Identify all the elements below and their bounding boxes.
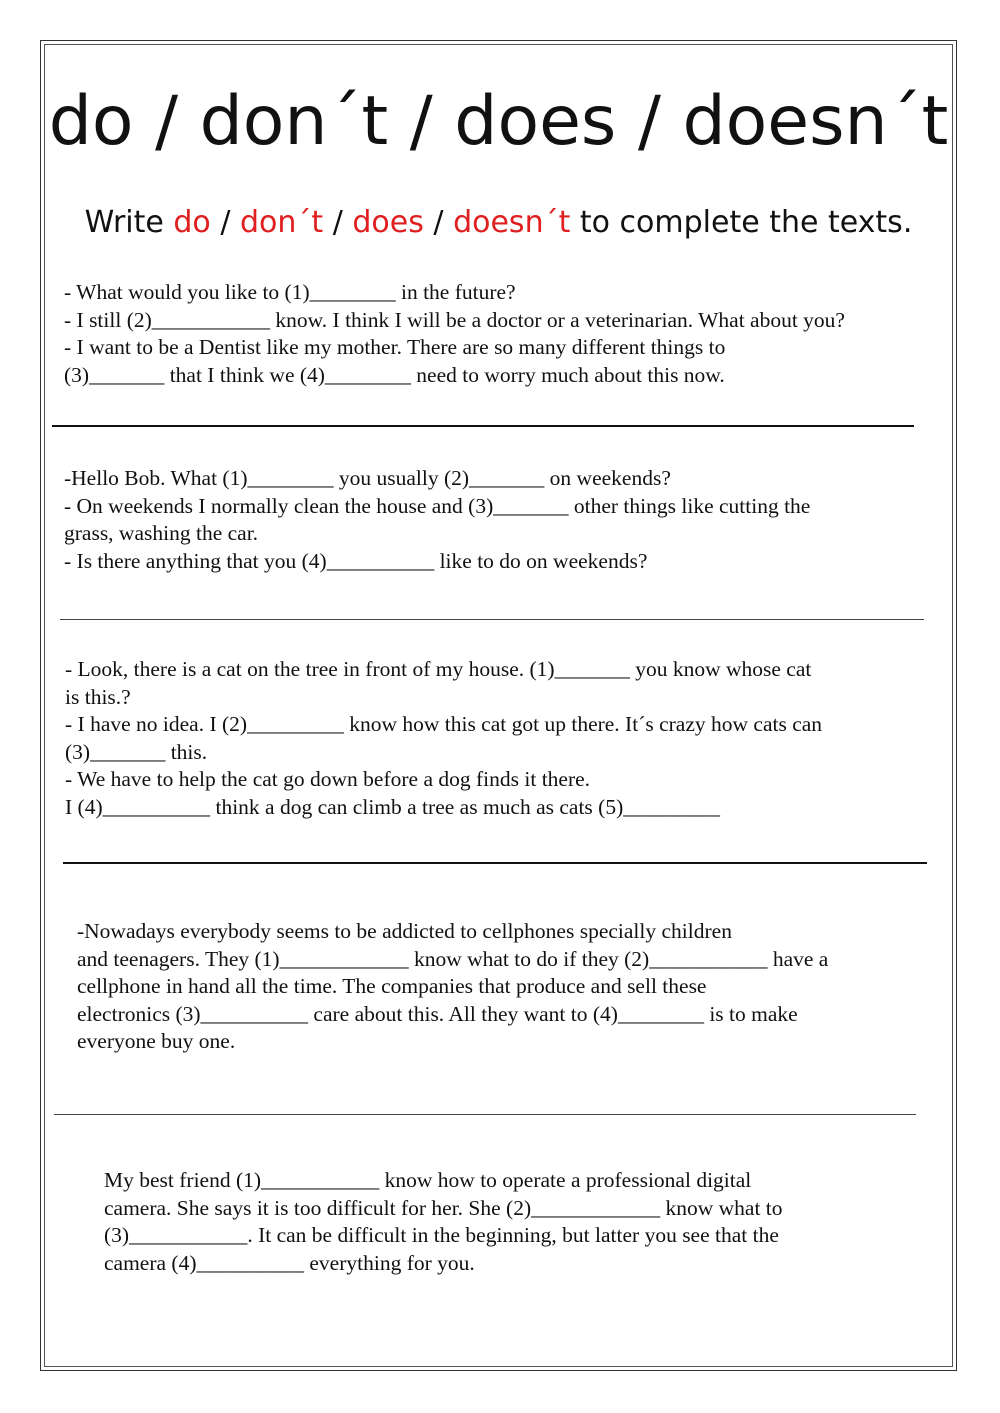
exercise-line: My best friend (1)___________ know how to operate a professional digital [104,1168,752,1192]
instruction-write: Write [84,205,164,240]
exercise-line: (3)___________. It can be difficult in the beginning, but latter you see that the [104,1223,779,1247]
instruction-do: do [173,205,211,240]
exercise-line: everyone buy one. [77,1029,236,1053]
instruction-dont: don´t [240,205,324,240]
exercise-line: - On weekends I normally clean the house and (3)_______ other things like cutting the [64,493,811,518]
instruction-slash-1: / [220,205,231,240]
exercise-line: camera (4)__________ everything for you. [104,1250,475,1275]
exercise-line: - We have to help the cat go down before a dog finds it there. [65,767,591,791]
exercise-line: - I have no idea. I (2)_________ know how this cat got up there. It´s crazy how cats can [65,712,823,736]
exercise-line: electronics (3)__________ care about this. All they want to (4)________ is to make [77,1001,798,1026]
exercise-1 [64,279,944,389]
exercise-line: - I want to be a Dentist like my mother. There are so many different things to [64,335,726,359]
worksheet-title: do / don´t / does / doesn´t [48,82,949,161]
exercise-line: (3)_______ this. [65,739,208,764]
instruction-doesnt: doesn´t [453,205,571,240]
exercise-5 [104,1167,864,1277]
section-divider [52,425,914,427]
exercise-2 [64,465,939,575]
exercise-line: - Look, there is a cat on the tree in front of my house. (1)_______ you know whose cat [65,657,812,681]
exercise-line: is this.? [65,684,131,709]
instruction-slash-3: / [433,205,444,240]
instruction-slash-2: / [332,205,343,240]
exercise-4 [77,918,877,1056]
section-divider [54,1114,916,1115]
exercise-line: camera. She says it is too difficult for her. She (2)____________ know what to [104,1195,783,1220]
exercise-line: cellphone in hand all the time. The companies that produce and sell these [77,974,707,998]
instruction-does: does [352,205,424,240]
section-divider [63,862,927,864]
exercise-line: - I still (2)___________ know. I think I will be a doctor or a veterinarian. What about you? [64,307,845,332]
exercise-line: grass, washing the car. [64,521,259,545]
exercise-3 [65,656,935,821]
instruction [44,198,953,248]
exercise-line: - What would you like to (1)________ in the future? [64,280,516,304]
exercise-line: -Nowadays everybody seems to be addicted to cellphones specially children [77,919,732,943]
instruction-rest: to complete the texts. [579,205,913,240]
exercise-line: -Hello Bob. What (1)________ you usually (2)_______ on weekends? [64,466,671,490]
exercise-line: and teenagers. They (1)____________ know what to do if they (2)___________ have a [77,946,829,971]
exercise-line: - Is there anything that you (4)__________ like to do on weekends? [64,548,648,573]
exercise-line: I (4)__________ think a dog can climb a tree as much as cats (5)_________ [65,794,720,819]
exercise-line: (3)_______ that I think we (4)________ need to worry much about this now. [64,362,725,387]
section-divider [60,619,924,620]
